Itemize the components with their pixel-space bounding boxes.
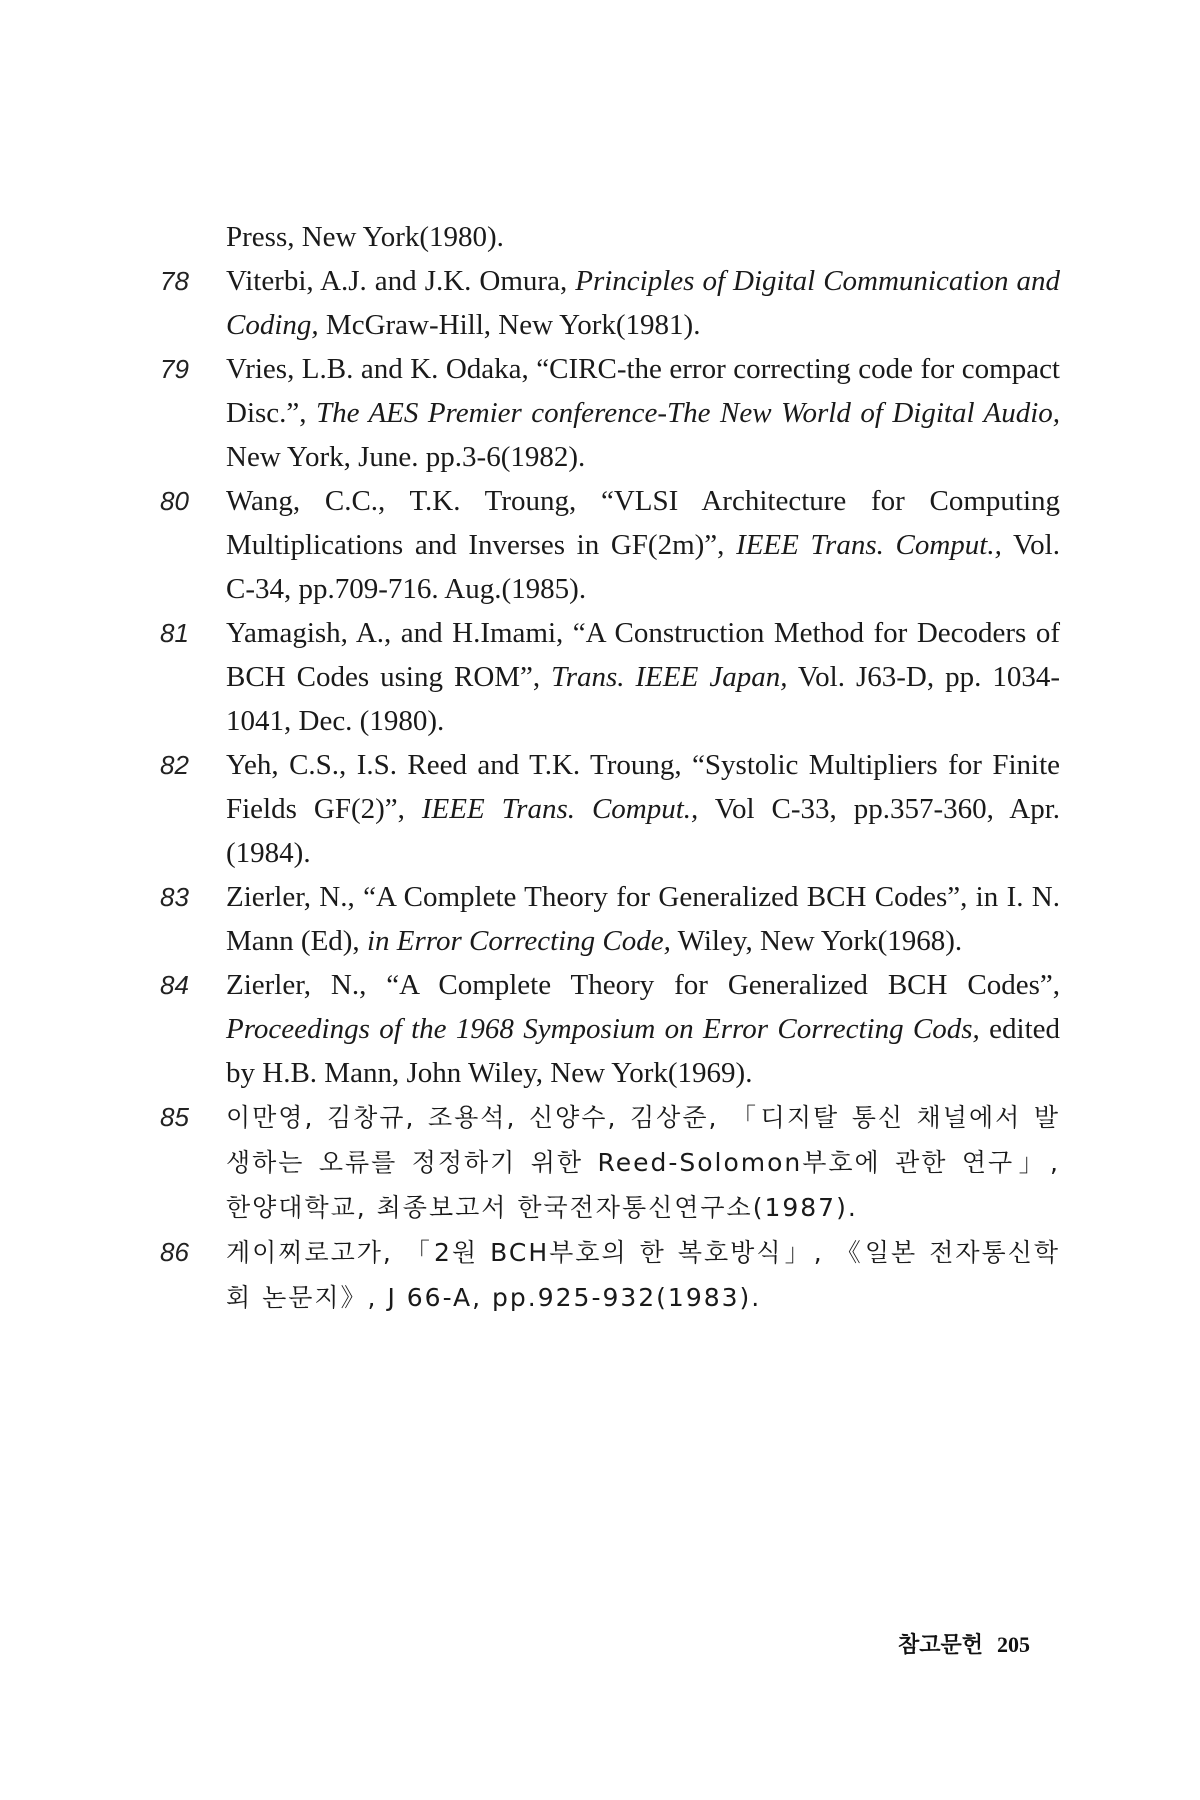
reference-number: 82 xyxy=(160,750,189,780)
reference-details: Wiley, New York(1968). xyxy=(670,925,963,957)
reference-number: 83 xyxy=(160,882,189,912)
reference-list xyxy=(160,215,1060,1320)
reference-title-italic: The AES Premier conference-The New World of Digital Audio, xyxy=(316,397,1060,429)
reference-number: 81 xyxy=(160,618,189,648)
reference-number: 84 xyxy=(160,970,189,1000)
reference-title-italic: IEEE Trans. Comput., xyxy=(421,793,699,825)
page-number: 205 xyxy=(997,1632,1030,1657)
reference-authors: Vries, L.B. and K. Odaka, “CIRC-the error correcting code for compact Disc.”, xyxy=(226,353,1060,429)
reference-title-italic: Trans. IEEE Japan, xyxy=(551,661,788,693)
reference-title-italic: Proceedings of the 1968 Symposium on Error Correcting Cods, xyxy=(226,1013,980,1045)
reference-details: Vol. J63-D, pp. 1034-1041, Dec. (1980). xyxy=(226,661,1060,737)
reference-authors: Wang, C.C., T.K. Troung, “VLSI Architecture for Computing Multiplications and Inverses in GF(2m)”, xyxy=(226,485,1060,561)
reference-authors: Zierler, N., “A Complete Theory for Generalized BCH Codes”, in I. N. Mann (Ed), xyxy=(226,881,1060,957)
reference-item xyxy=(160,1230,1060,1320)
reference-authors: Yamagish, A., and H.Imami, “A Construction Method for Decoders of BCH Codes using ROM”, xyxy=(226,617,1060,693)
reference-text: Press, New York(1980). xyxy=(226,221,504,253)
reference-authors: Viterbi, A.J. and J.K. Omura, xyxy=(226,265,576,297)
page-footer xyxy=(898,1628,1030,1659)
reference-details: New York, June. pp.3-6(1982). xyxy=(226,441,586,473)
reference-item xyxy=(160,611,1060,743)
reference-item xyxy=(160,347,1060,479)
reference-number: 78 xyxy=(160,266,189,296)
reference-number: 79 xyxy=(160,354,189,384)
reference-item xyxy=(160,1095,1060,1230)
reference-korean-text: 이만영, 김창규, 조용석, 신양수, 김상준, 「디지탈 통신 채널에서 발생하는 오류를 정정하기 위한 Reed-Solomon부호에 관한 연구」, 한양대학교, 최종보고서 한국전자통신연구소(1987). xyxy=(226,1103,1060,1222)
reference-item xyxy=(160,875,1060,963)
reference-item xyxy=(160,743,1060,875)
reference-number: 86 xyxy=(160,1237,189,1267)
reference-details: Vol. C-34, pp.709-716. Aug.(1985). xyxy=(226,529,1060,605)
reference-number: 80 xyxy=(160,486,189,516)
reference-item xyxy=(160,479,1060,611)
reference-details: McGraw-Hill, New York(1981). xyxy=(318,309,701,341)
reference-authors: Zierler, N., “A Complete Theory for Generalized BCH Codes”, xyxy=(226,969,1060,1001)
reference-continuation xyxy=(160,215,1060,259)
reference-number: 85 xyxy=(160,1102,189,1132)
reference-item xyxy=(160,963,1060,1095)
section-title: 참고문헌 xyxy=(897,1633,983,1658)
reference-korean-text: 게이찌로고가, 「2원 BCH부호의 한 복호방식」, 《일본 전자통신학회 논문지》, J 66-A, pp.925-932(1983). xyxy=(226,1238,1060,1312)
reference-details: Vol C-33, pp.357-360, Apr. (1984). xyxy=(226,793,1060,869)
reference-authors: Yeh, C.S., I.S. Reed and T.K. Troung, “Systolic Multipliers for Finite Fields GF(2)”, xyxy=(226,749,1060,825)
reference-title-italic: in Error Correcting Code, xyxy=(366,925,671,957)
reference-title-italic: Principles of Digital Communication and Coding, xyxy=(226,265,1060,341)
reference-title-italic: IEEE Trans. Comput., xyxy=(736,529,1002,561)
reference-item xyxy=(160,259,1060,347)
reference-details: edited by H.B. Mann, John Wiley, New York(1969). xyxy=(226,1013,1060,1089)
